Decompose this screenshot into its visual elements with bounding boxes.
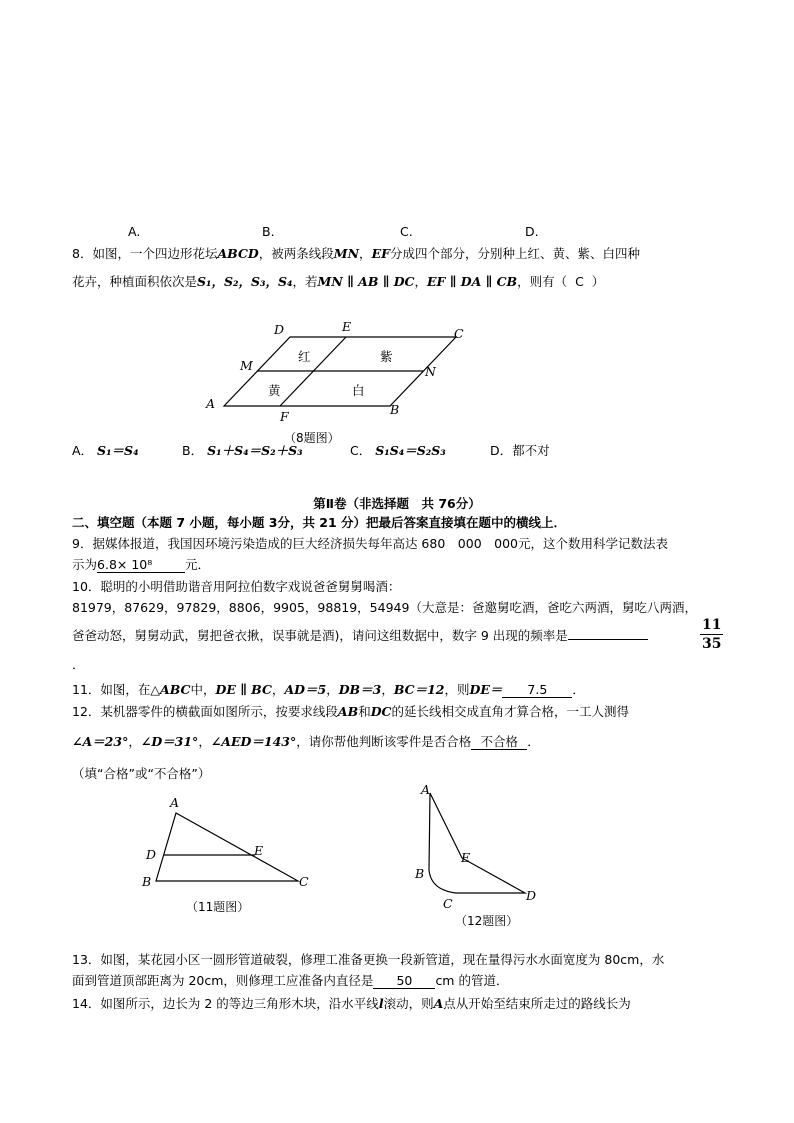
q10-line1: 10．聪明的小明借助谐音用阿拉伯数字戏说爸爸舅舅喝酒： xyxy=(72,579,401,594)
q9-answer: 6.8× 10⁸ xyxy=(97,557,185,573)
q8-line1: 8．如图，一个四边形花坛ABCD，被两条线段MN，EF分成四个部分，分别种上红、黄、紫、白四种 xyxy=(72,246,640,261)
fig11-caption: （11题图） xyxy=(186,900,250,914)
q14-line: 14．如图所示，边长为 2 的等边三角形木块，沿水平线l滚动，则A点从开始至结束所走过的路线长为 xyxy=(72,996,631,1011)
q12-line1: 12．某机器零件的横截面如图所示，按要求线段AB和DC的延长线相交成直角才算合格，一工人测得 xyxy=(72,704,630,719)
label-n: N xyxy=(425,364,436,379)
fig12-label-a: A xyxy=(421,782,431,797)
fig11-label-c: C xyxy=(299,874,309,889)
q9-line2: 示为6.8× 10⁸ 元． xyxy=(72,557,211,572)
label-b: B xyxy=(390,402,400,417)
q8-caption: （8题图） xyxy=(284,431,340,444)
q10-answer-num: 11 xyxy=(702,617,722,633)
region-red: 红 xyxy=(298,349,311,364)
label-a: A xyxy=(206,396,216,411)
q11-line: 11．如图，在△ABC中，DE ∥ BC，AD＝5，DB＝3，BC＝12，则DE＝ 7.5 ． xyxy=(72,682,585,697)
triangle-abc xyxy=(156,813,298,881)
q7-option-c: C. xyxy=(400,224,413,239)
q8-answer: C xyxy=(575,274,584,289)
label-c: C xyxy=(454,326,464,341)
q7-option-a: A. xyxy=(128,224,141,239)
fig12-label-d: D xyxy=(526,888,537,903)
fig12-label-e: E xyxy=(461,850,471,865)
q12-answer: 不合格 xyxy=(471,734,527,750)
label-f: F xyxy=(280,409,289,424)
q13-line1: 13．如图，某花园小区一圆形管道破裂，修理工准备更换一段新管道，现在量得污水水面宽度为 80cm，水 xyxy=(72,952,665,967)
region-yellow: 黄 xyxy=(268,383,281,398)
q10-answer xyxy=(700,616,723,653)
q10-end: ． xyxy=(72,657,85,672)
q10-line2: 81979，87629，97829，8806，9905，98819，54949（大意是：爸邀舅吃酒，爸吃六两酒，舅吃八两酒， xyxy=(72,600,697,615)
q10-line3: 爸爸动怒，舅舅动武，舅把爸衣揪，误事就是酒)，请问这组数据中，数字 9 出现的频率是 xyxy=(72,627,648,645)
label-e: E xyxy=(342,319,352,334)
label-d: D xyxy=(274,322,285,337)
q12-hint: （填“合格”或“不合格”） xyxy=(72,766,211,781)
part2-title: 第Ⅱ卷（非选择题 共 76分） xyxy=(313,496,481,511)
q8-option-c: C． S₁S₄＝S₂S₃ xyxy=(350,443,446,458)
q9-line1: 9．据媒体报道，我国因环境污染造成的巨大经济损失每年高达 680 000 000元，这个数用科学记数法表 xyxy=(72,536,669,551)
q10-answer-den: 35 xyxy=(702,636,722,652)
q8-figure xyxy=(200,318,480,444)
machine-part-outline xyxy=(429,793,525,893)
fig12-figure xyxy=(405,780,565,932)
q8-option-a: A． S₁＝S₄ xyxy=(72,443,139,458)
fig11-label-a: A xyxy=(170,795,180,810)
label-m: M xyxy=(240,358,253,373)
q13-line2: 面到管道顶部距离为 20cm，则修理工应准备内直径是 50 cm 的管道． xyxy=(72,973,509,988)
q11-answer: 7.5 xyxy=(502,682,572,698)
q8-option-b: B． S₁＋S₄＝S₂＋S₃ xyxy=(182,443,303,458)
q8-line2: 花卉，种植面积依次是S₁，S₂，S₃，S₄，若MN ∥ AB ∥ DC，EF ∥ DA ∥ CB，则有（ C ） xyxy=(72,274,605,289)
fig11-figure xyxy=(138,793,318,921)
fig12-caption: （12题图） xyxy=(455,914,519,928)
region-white: 白 xyxy=(352,383,365,398)
fig12-label-b: B xyxy=(415,866,425,881)
fig12-label-c: C xyxy=(443,896,453,911)
region-purple: 紫 xyxy=(380,349,393,364)
fig11-label-d: D xyxy=(146,847,157,862)
q12-line2: ∠A＝23°，∠D＝31°，∠AED＝143°，请你帮他判断该零件是否合格 不合格 ． xyxy=(72,734,540,749)
section2-header: 二、填空题（本题 7 小题，每小题 3分，共 21 分）把最后答案直接填在题中的横线上． xyxy=(72,515,567,530)
q7-option-d: D. xyxy=(525,224,539,239)
q7-option-b: B. xyxy=(262,224,275,239)
q8-option-d: D．都不对 xyxy=(490,443,550,458)
fig11-label-e: E xyxy=(254,843,264,858)
q13-answer: 50 xyxy=(373,973,435,989)
fig11-label-b: B xyxy=(142,874,152,889)
